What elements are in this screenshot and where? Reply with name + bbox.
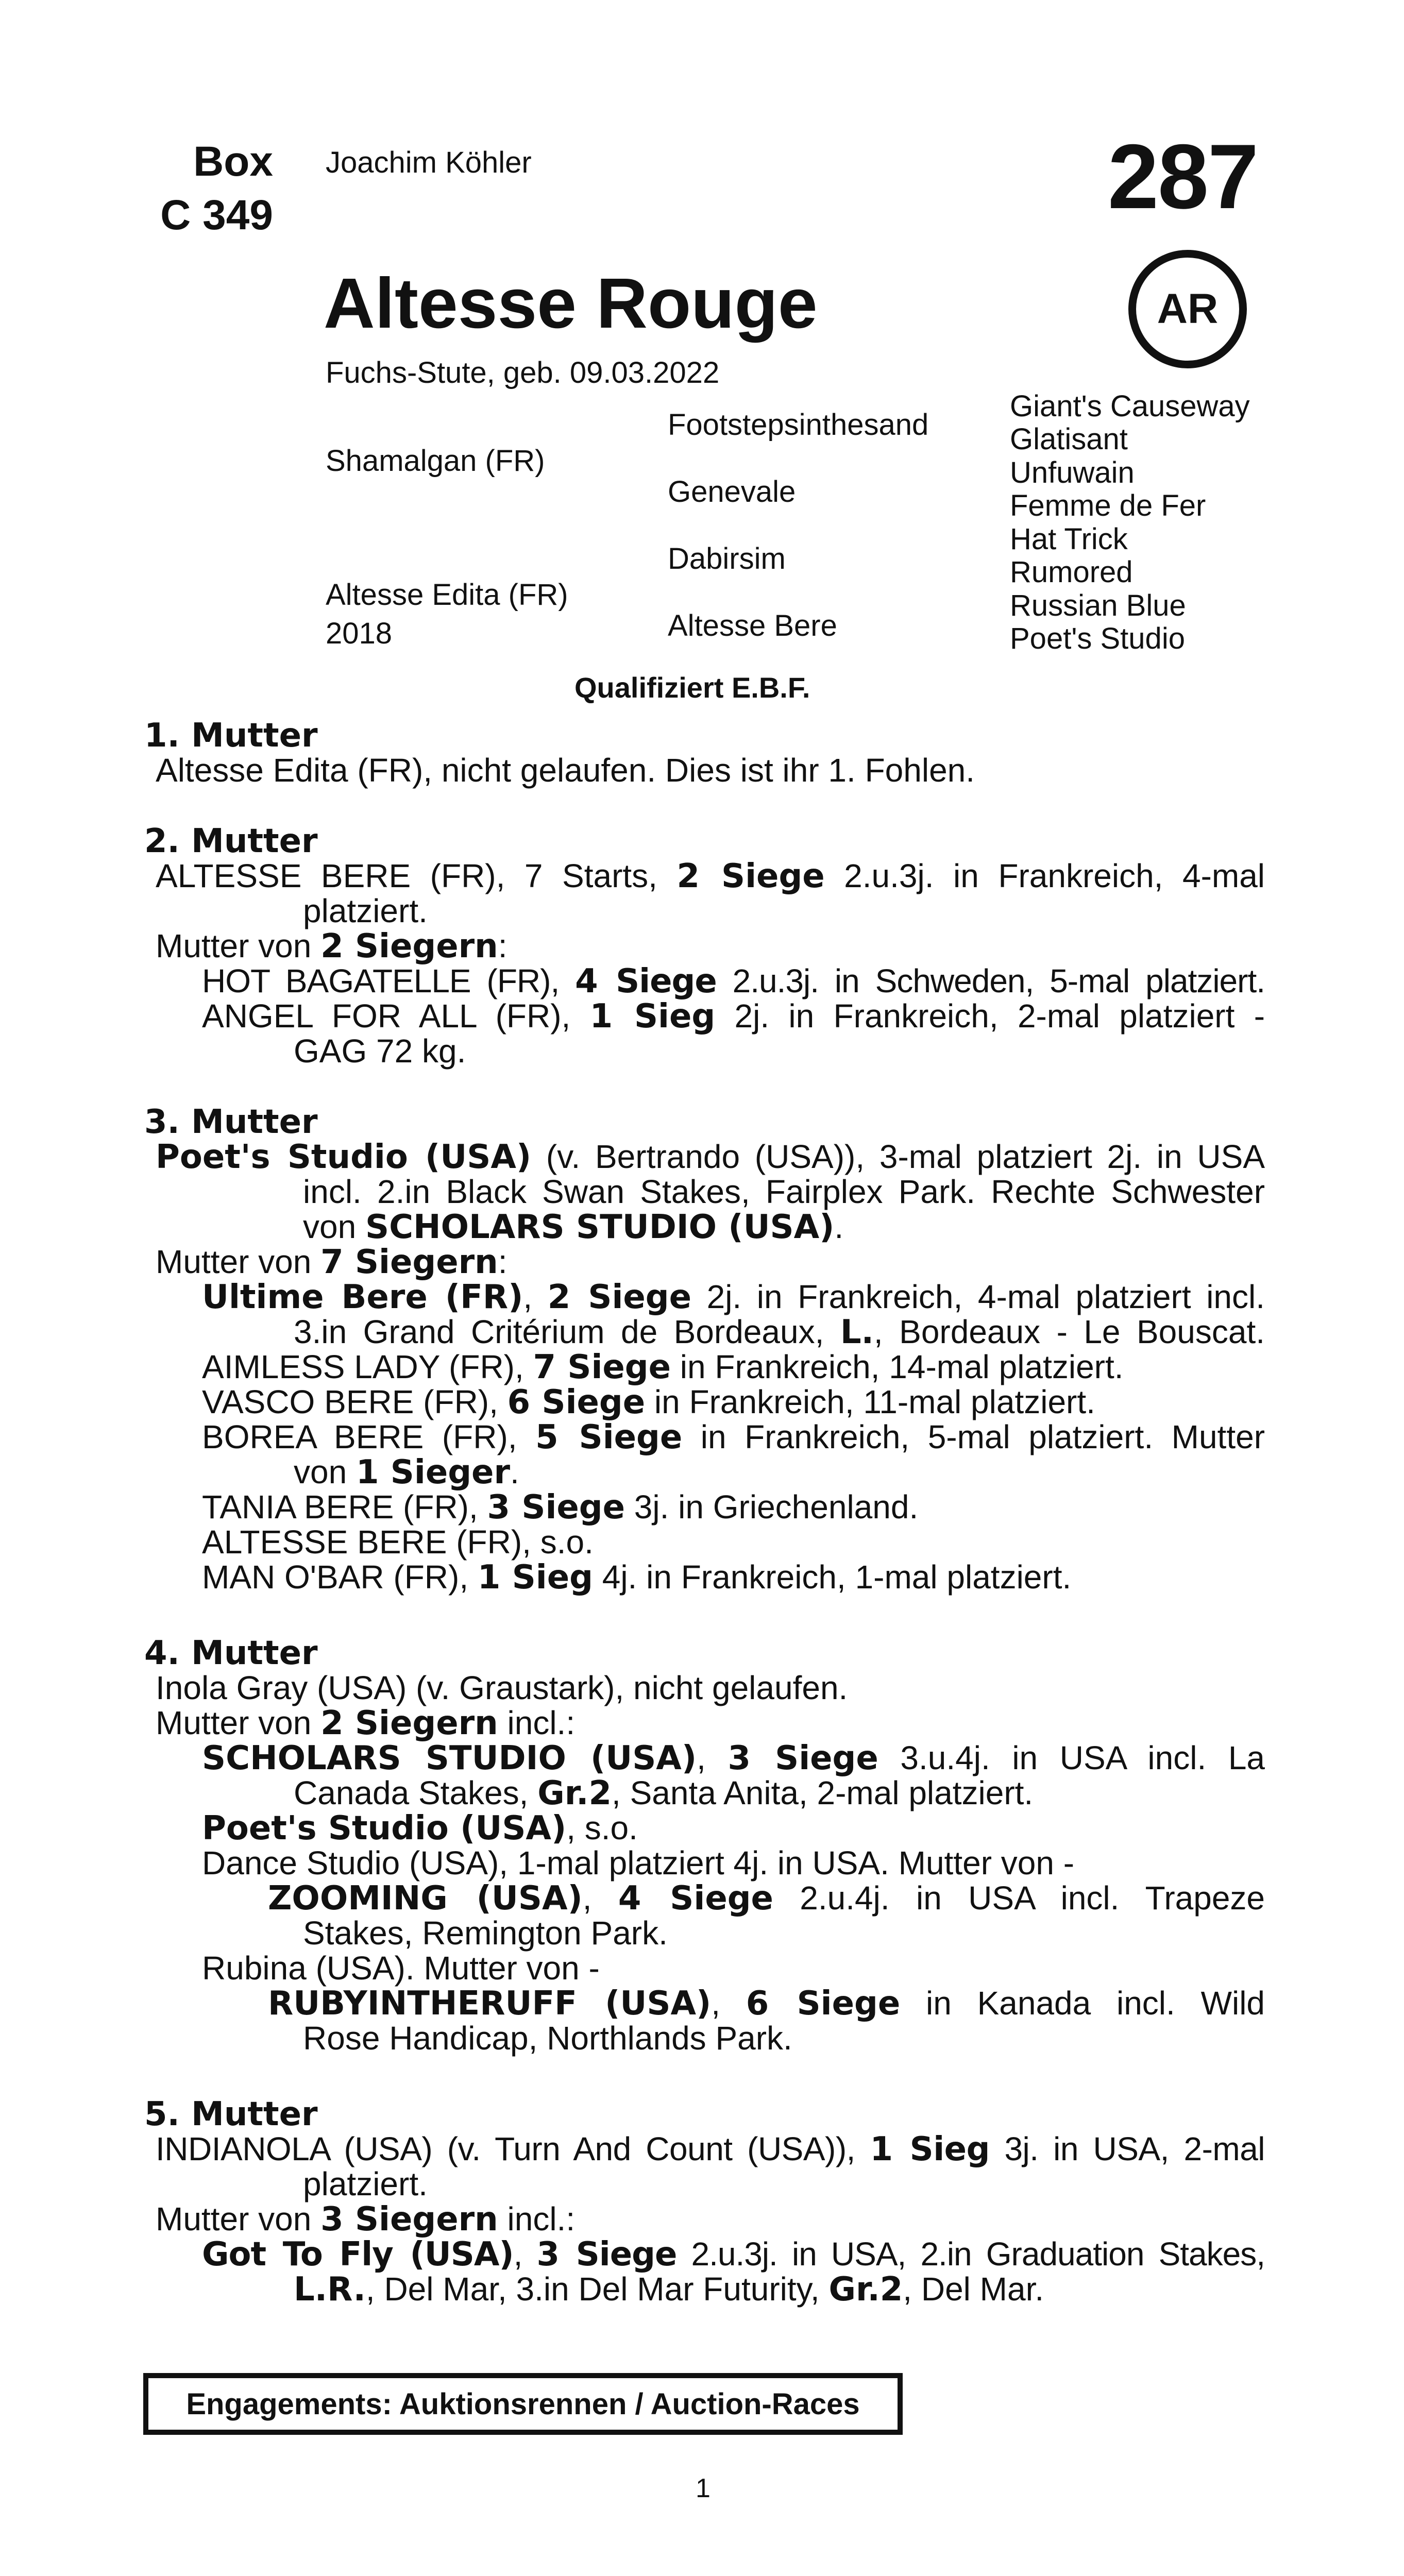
m5-child-name: Got To Fly (USA) [202,2235,514,2274]
m2-wins: 1 Sieg [589,997,716,1036]
m5-text: , Del Mar, 3.in Del Mar Futurity, [365,2270,829,2308]
m5-mother-of [156,2201,575,2238]
m4-child-1-cont [294,1775,1033,1811]
m5-child-1 [202,2236,1265,2273]
engagements-box [143,2373,903,2435]
pedigree-gen3: Femme de Fer [1010,489,1206,522]
m4-grandchild-name: ZOOMING (USA) [268,1879,583,1918]
m5-text: 3j. in USA, 2-mal [989,2130,1265,2167]
m3-text: MAN O'BAR (FR), [202,1558,478,1596]
m5-text: , [513,2235,537,2273]
m2-line2: platziert. [303,892,428,929]
m4-wins: 6 Siege [746,1985,901,2023]
m3-text: : [498,1243,508,1280]
m3-wins: 2 Siege [547,1278,692,1316]
m4-text: , s.o. [566,1809,638,1846]
m3-child-5 [202,1489,918,1526]
pedigree-gen3: Hat Trick [1010,522,1128,556]
box-label [134,135,273,242]
m3-child-6: ALTESSE BERE (FR), s.o. [202,1523,594,1561]
m4-grandchild-1 [268,1880,1265,1917]
m3-winners: 1 Sieger [356,1453,510,1492]
engagements-text: Engagements: Auktionsrennen / Auction-Races [186,2387,860,2421]
m2-child-2-cont: GAG 72 kg. [294,1032,466,1070]
pedigree-gen2: Footstepsinthesand [668,408,929,442]
m3-text: BOREA BERE (FR), [202,1418,536,1455]
m3-text: . [510,1453,519,1490]
page-number: 1 [696,2473,711,2503]
m3-text: TANIA BERE (FR), [202,1488,487,1526]
m3-child-3 [202,1384,1095,1420]
section-heading-m1: 1. Mutter [144,717,318,755]
m3-wins: 7 Siege [533,1348,671,1386]
m5-text: 2.u.3j. in USA, 2.in Graduation Stakes, [676,2235,1265,2273]
pedigree-gen3: Russian Blue [1010,589,1186,622]
m4-child-3: Dance Studio (USA), 1-mal platziert 4j. in USA. Mutter von - [202,1844,1075,1882]
m4-text: , [711,1985,746,2022]
m4-grandchild-2 [268,1985,1265,2022]
m3-text: 2j. in Frankreich, 4-mal platziert incl. [691,1278,1265,1315]
m4-mother-of [156,1705,575,1741]
m2-text: ALTESSE BERE (FR), 7 Starts, [156,857,677,894]
m3-child-4-cont [294,1454,519,1490]
box-label-title: Box [193,138,273,185]
breeder-name: Joachim Köhler [326,146,532,179]
m3-text: in Frankreich, 11-mal platziert. [645,1383,1095,1420]
m3-text: 4j. in Frankreich, 1-mal platziert. [593,1558,1072,1596]
m4-text: , Santa Anita, 2-mal platziert. [612,1774,1034,1811]
section-heading-m3: 3. Mutter [144,1103,318,1141]
m4-child-1 [202,1740,1265,1776]
m3-text: , [523,1278,548,1315]
m3-text: in Frankreich, 5-mal platziert. Mutter [682,1418,1265,1455]
m3-sibling: SCHOLARS STUDIO (USA) [365,1208,835,1246]
m2-mother-of [156,928,508,964]
m3-wins: 1 Sieg [477,1558,593,1597]
m3-text: von [294,1453,356,1490]
m4-text: Canada Stakes, [294,1774,538,1811]
section-heading-m2: 2. Mutter [144,822,318,860]
m3-winners: 7 Siegern [320,1243,498,1281]
m4-child-4: Rubina (USA). Mutter von - [202,1950,600,1987]
pedigree-gen3: Giant's Causeway [1010,389,1250,423]
m3-text: 3j. in Griechenland. [625,1488,919,1526]
m3-child-2 [202,1349,1124,1385]
m2-wins: 2 Siege [676,857,825,895]
qualification-note: Qualifiziert E.B.F. [574,671,810,704]
m5-wins: 1 Sieg [870,2130,990,2168]
m3-child-1-cont [294,1314,1265,1350]
pedigree-gen3: Rumored [1010,555,1133,589]
m4-child-2 [202,1810,638,1846]
m3-mother-of [156,1244,508,1280]
m5-line1 [156,2131,1265,2167]
m2-text: HOT BAGATELLE (FR), [202,962,576,999]
m4-text: 2.u.4j. in USA incl. Trapeze [773,1879,1265,1917]
horse-name: Altesse Rouge [324,264,818,343]
pedigree-gen3: Unfuwain [1010,456,1135,489]
m3-child-4 [202,1419,1265,1455]
pedigree-gen3: Glatisant [1010,422,1128,456]
m4-child-name: Poet's Studio (USA) [202,1809,567,1848]
m3-text: 3.in Grand Critérium de Bordeaux, [294,1313,840,1350]
m3-text: , Bordeaux - Le Bouscat. [873,1313,1265,1350]
m2-child-2 [202,998,1265,1035]
pedigree-gen2: Altesse Bere [668,609,837,642]
m4-text: in Kanada incl. Wild [900,1985,1265,2022]
m4-grandchild-2-cont: Rose Handicap, Northlands Park. [303,2020,792,2057]
m4-child-name: SCHOLARS STUDIO (USA) [202,1739,697,1777]
pedigree-dam: Altesse Edita (FR) [326,578,568,612]
m2-text: Mutter von [156,927,321,964]
m3-line3 [303,1209,843,1245]
m5-race-grade: Gr.2 [828,2270,903,2309]
m4-line1: Inola Gray (USA) (v. Graustark), nicht gelaufen. [156,1669,848,1706]
m3-text: VASCO BERE (FR), [202,1383,508,1420]
m3-child-name: Ultime Bere (FR) [202,1278,523,1316]
m3-text: in Frankreich, 14-mal platziert. [671,1348,1124,1385]
m2-winners: 2 Siegern [320,927,498,965]
pedigree-sire: Shamalgan (FR) [326,444,545,478]
horse-description: Fuchs-Stute, geb. 09.03.2022 [326,356,720,389]
m3-text: (v. Bertrando (USA)), 3-mal platziert 2j. in USA [531,1138,1265,1175]
m4-wins: 4 Siege [618,1879,773,1918]
section-heading-m4: 4. Mutter [144,1634,318,1672]
m4-text: 3.u.4j. in USA incl. La [878,1739,1265,1776]
m2-text: 2.u.3j. in Frankreich, 4-mal [824,857,1265,894]
m5-text: Mutter von [156,2200,321,2238]
m3-line2: incl. 2.in Black Swan Stakes, Fairplex Park. Rechte Schwester [303,1173,1265,1210]
pedigree-gen2: Genevale [668,475,796,509]
m4-race-grade: Gr.2 [537,1774,612,1812]
m2-text: 2.u.3j. in Schweden, 5-mal platziert. [716,962,1265,999]
m5-child-1-cont [294,2271,1044,2308]
m3-dam-name: Poet's Studio (USA) [156,1138,532,1176]
m5-wins: 3 Siege [536,2235,677,2274]
m5-winners: 3 Siegern [320,2200,498,2239]
m2-child-1 [202,963,1265,999]
m2-text: 2j. in Frankreich, 2-mal platziert - [715,997,1265,1035]
m4-text: , [582,1879,618,1917]
m4-winners: 2 Siegern [320,1704,498,1742]
m1-text: Altesse Edita (FR), nicht gelaufen. Dies ist ihr 1. Fohlen. [156,752,975,789]
badge-circle [1128,250,1247,368]
m4-text: Mutter von [156,1704,321,1741]
m3-wins: 6 Siege [507,1383,646,1421]
m3-text: Mutter von [156,1243,321,1280]
pedigree-gen3: Poet's Studio [1010,622,1185,655]
m4-wins: 3 Siege [728,1739,878,1777]
box-number: C 349 [160,192,273,239]
m3-text: von [303,1208,365,1245]
m3-text: AIMLESS LADY (FR), [202,1348,533,1385]
m3-child-1 [202,1279,1265,1315]
pedigree-dam-year: 2018 [326,617,393,650]
m5-text: INDIANOLA (USA) (v. Turn And Count (USA)), [156,2130,870,2167]
badge-text: AR [1157,285,1219,332]
m5-race-grade: L.R. [294,2270,366,2309]
m3-child-7 [202,1559,1071,1596]
m2-text: : [498,927,508,964]
m5-text: , Del Mar. [903,2270,1044,2308]
m3-line1 [156,1139,1265,1175]
m2-wins: 4 Siege [575,962,717,1001]
m3-text: . [834,1208,844,1245]
m2-line1 [156,858,1265,894]
m3-wins: 5 Siege [535,1418,683,1456]
m5-line2: platziert. [303,2165,428,2202]
m5-text: incl.: [498,2200,576,2238]
m3-race-grade: L. [840,1313,874,1351]
m4-grandchild-1-cont: Stakes, Remington Park. [303,1914,668,1952]
m3-wins: 3 Siege [487,1488,625,1527]
m2-text: ANGEL FOR ALL (FR), [202,997,590,1035]
m4-text: incl.: [498,1704,576,1741]
section-heading-m5: 5. Mutter [144,2095,318,2133]
lot-number: 287 [1108,125,1258,228]
pedigree-gen2: Dabirsim [668,542,786,575]
m4-text: , [697,1739,728,1776]
m4-grandchild-name: RUBYINTHERUFF (USA) [268,1985,712,2023]
